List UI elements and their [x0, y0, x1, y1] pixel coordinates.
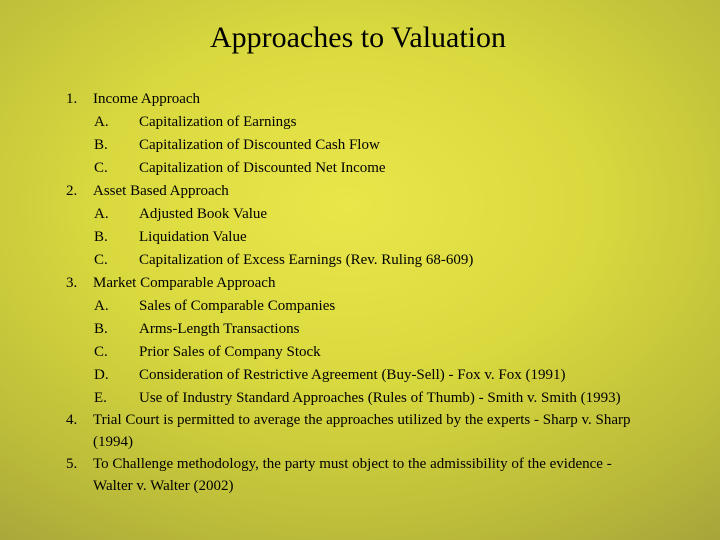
sub-item-letter: C.: [94, 160, 108, 176]
list-item-5: [0, 454, 720, 475]
sub-item-text: Use of Industry Standard Approaches (Rules of Thumb) - Smith v. Smith (1993): [139, 390, 621, 406]
sub-item-text: Arms-Length Transactions: [139, 321, 300, 337]
sub-item-letter: D.: [94, 367, 109, 383]
sub-item-3b: [0, 318, 720, 341]
sub-item-letter: A.: [94, 206, 109, 222]
list-item-text: Trial Court is permitted to average the approaches utilized by the experts - Sharp v. Sharp: [93, 412, 631, 428]
sub-item-2b: [0, 226, 720, 249]
sub-item-letter: C.: [94, 344, 108, 360]
list-item-4-continued: [0, 431, 720, 454]
list-number: 3.: [66, 275, 78, 291]
list-item-text: Market Comparable Approach: [93, 275, 276, 291]
list-item-text-continued: (1994): [93, 434, 133, 450]
sub-item-letter: C.: [94, 252, 108, 268]
sub-item-2c: [0, 249, 720, 272]
sub-item-text: Liquidation Value: [139, 229, 247, 245]
list-item-5-continued: [0, 475, 720, 498]
list-item-text: Income Approach: [93, 91, 201, 107]
sub-item-text: Capitalization of Earnings: [139, 114, 297, 130]
sub-item-text: Sales of Comparable Companies: [139, 298, 336, 314]
list-item-text: To Challenge methodology, the party must object to the admissibility of the evidence -: [93, 456, 612, 472]
list-item-4: [0, 410, 720, 431]
list-item-2: [0, 180, 720, 203]
list-item-text: Asset Based Approach: [93, 183, 229, 199]
sub-item-2a: [0, 203, 720, 226]
sub-item-1b: [0, 134, 720, 157]
slide-body: [0, 88, 720, 498]
sub-item-3e: [0, 387, 720, 410]
sub-item-text: Prior Sales of Company Stock: [139, 344, 321, 360]
sub-item-letter: A.: [94, 114, 109, 130]
sub-item-3d: [0, 364, 720, 387]
list-item-1: [0, 88, 720, 111]
sub-item-3c: [0, 341, 720, 364]
list-item-text-continued: Walter v. Walter (2002): [93, 478, 234, 494]
sub-item-letter: A.: [94, 298, 109, 314]
sub-item-text: Adjusted Book Value: [139, 206, 268, 222]
sub-item-text: Capitalization of Discounted Net Income: [139, 160, 386, 176]
list-number: 2.: [66, 183, 78, 199]
sub-item-1a: [0, 111, 720, 134]
sub-item-3a: [0, 295, 720, 318]
list-number: 4.: [66, 412, 78, 428]
sub-item-letter: B.: [94, 229, 108, 245]
sub-item-text: Capitalization of Discounted Cash Flow: [139, 137, 380, 153]
list-number: 5.: [66, 456, 78, 472]
sub-item-letter: B.: [94, 137, 108, 153]
sub-item-1c: [0, 157, 720, 180]
list-item-3: [0, 272, 720, 295]
sub-item-letter: E.: [94, 390, 107, 406]
sub-item-text: Consideration of Restrictive Agreement (Buy-Sell) - Fox v. Fox (1991): [139, 367, 566, 383]
slide-title: Approaches to Valuation: [209, 21, 507, 54]
sub-item-letter: B.: [94, 321, 108, 337]
sub-item-text: Capitalization of Excess Earnings (Rev. Ruling 68-609): [139, 252, 474, 268]
list-number: 1.: [66, 91, 78, 107]
